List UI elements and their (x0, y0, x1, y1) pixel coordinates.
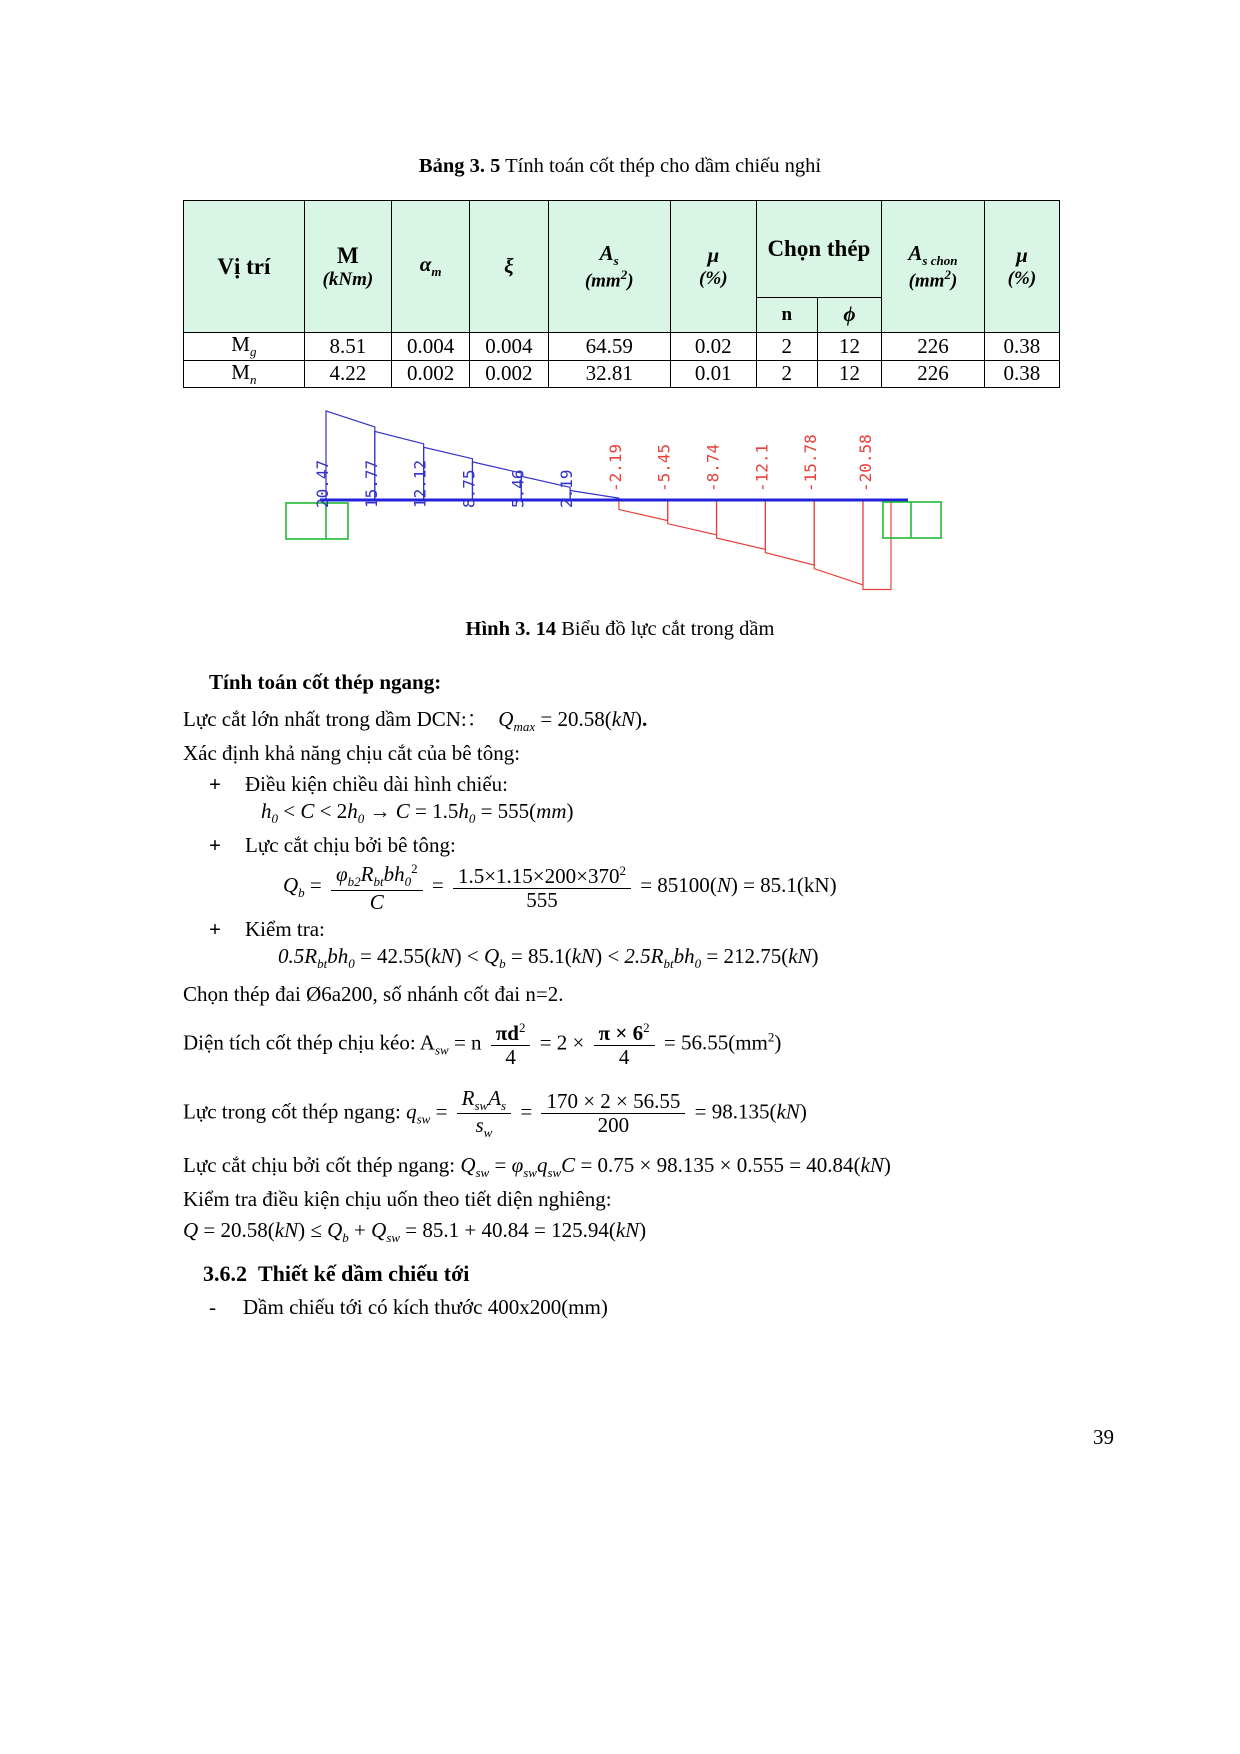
shear-block (814, 500, 863, 585)
figure-caption-text: Biểu đồ lực cắt trong dầm (561, 618, 775, 640)
th-as-chon: $A_{s chon}$ $(mm^2)$ (882, 201, 985, 333)
th-phi: ϕ (817, 298, 881, 333)
frac-qb-symbolic: $\frac{\varphi_{b2}R_{bt}bh_0^2}{C}$ (331, 862, 423, 912)
bullet-text: Điều kiện chiều dài hình chiếu: (245, 772, 509, 797)
shear-force-svg (183, 372, 1060, 612)
th-n: n (756, 298, 817, 333)
cell-moment: 8.51 (304, 333, 391, 361)
section-title: Thiết kế dầm chiếu tới (258, 1260, 470, 1286)
frac-pi-6-2-over-4: $\frac{\pi \times 6^2}{4}$ (594, 1021, 655, 1068)
table-row (184, 333, 1060, 361)
dash-marker: - (209, 1294, 216, 1319)
table-caption-text: Tính toán cốt thép cho dầm chiếu nghỉ (505, 155, 822, 177)
line-inclined-section-check: Kiểm tra điều kiện chịu uốn theo tiết diện nghiêng: (183, 1187, 612, 1212)
figure-caption (0, 618, 1240, 641)
shear-block-end (863, 500, 891, 590)
th-moment-unit: (kNm) (322, 268, 374, 290)
bullet-text: Lực cắt chịu bởi bê tông: (245, 833, 456, 858)
shear-block (668, 500, 717, 535)
shear-value-label: -5.45 (654, 443, 674, 492)
list-item (209, 1294, 1063, 1319)
body-content (183, 672, 1063, 1324)
line-concrete-capacity: Xác định khả năng chịu cắt của bê tông: (183, 741, 521, 766)
shear-value-label: -12.1 (752, 443, 772, 492)
cell-xi: 0.004 (470, 333, 548, 361)
shear-value-label: -8.74 (703, 443, 723, 492)
frac-rsw-asw-over-sw: $\frac{R_{sw}A_s}{s_w}$ (457, 1088, 511, 1139)
line-stirrup-selection: Chọn thép đai Ø6a200, số nhánh cốt đai n=2. (183, 981, 564, 1006)
cell-mu-chon: 0.38 (984, 333, 1059, 361)
frac-pi-d2-over-4: $\frac{\pi d^2}{4}$ (491, 1021, 531, 1068)
frac-qb-numeric: $\frac{1.5\times 1.15\times 200\times 370^2}{555}$ (453, 864, 631, 911)
shear-value-label: 20.47 (313, 459, 332, 508)
cell-n: 2 (756, 333, 817, 361)
bullet-text: Kiểm tra: (245, 916, 325, 941)
figure-caption-label: Hình 3. 14 (465, 618, 557, 640)
page-number: 39 (1093, 1425, 1114, 1449)
shear-value-label: 8.75 (459, 469, 479, 508)
table-header-row (184, 201, 1060, 298)
table-header (184, 201, 1060, 333)
formula-qb: $Q_b$ = $\frac{\varphi_{b2}R_{bt}bh_0^2}{C}$ = $\frac{1.5\times 1.15\times 200\times 370^2}{555}$ = 85100(N) = 85.1(kN) (283, 861, 837, 914)
th-alpha-m: $\alpha_m$ (391, 201, 469, 333)
shear-value-label: 5.46 (508, 469, 528, 508)
table-caption (0, 155, 1240, 178)
th-chon-thep: Chọn thép (756, 201, 881, 298)
frac-qsw-numeric: $\frac{170 \times 2 \times 56.55}{200}$ (541, 1091, 685, 1136)
cell-vi-tri: $M_n$ (184, 360, 305, 388)
bullet-projection-length (209, 774, 1063, 795)
cell-alpha-m: 0.004 (391, 333, 469, 361)
shear-value-label: 12.12 (410, 459, 430, 508)
bullet-check (209, 916, 1063, 941)
cell-n: 2 (756, 360, 817, 388)
section-heading (203, 1260, 1063, 1286)
list-item-text: Dầm chiếu tới có kích thước 400x200(mm) (243, 1294, 608, 1319)
support-right (883, 502, 941, 538)
cell-as-chon: 226 (882, 360, 985, 388)
table-caption-label: Bảng 3. 5 (418, 155, 501, 177)
cell-as-chon: 226 (882, 333, 985, 361)
shear-block (717, 500, 766, 549)
shear-value-label: 15.77 (361, 459, 381, 508)
bullet-marker: + (209, 833, 221, 858)
cell-as: 64.59 (548, 333, 670, 361)
shear-block (765, 500, 814, 565)
shear-value-label: -2.19 (605, 443, 625, 492)
bullet-marker: + (209, 772, 221, 797)
th-mu: μ (%) (670, 201, 756, 333)
line-qmax: Lực cắt lớn nhất trong dầm DCN:： $Q_{max} = 20.58(kN)$. (183, 707, 648, 735)
cell-as: 32.81 (548, 360, 670, 388)
heading-transverse-rebar: Tính toán cốt thép ngang: (209, 670, 442, 694)
line-qsw-force: Lực trong cốt thép ngang: $q_{sw}$ = $\frac{R_{sw}A_s}{s_w}$ = $\frac{170 \times 2 \times 56.55}{200}$ = 98.135(kN) (183, 1085, 807, 1141)
cell-xi: 0.002 (470, 360, 548, 388)
cell-vi-tri: $M_g$ (184, 333, 305, 361)
th-mu-chon: μ (%) (984, 201, 1059, 333)
cell-alpha-m: 0.002 (391, 360, 469, 388)
shear-value-label: -20.58 (856, 434, 875, 492)
line-asw-area: Diện tích cốt thép chịu kéo: $A_{sw} = n$ $\frac{\pi d^2}{4}$ = 2 × $\frac{\pi \times 6^2}{4}$ = $56.55(mm^2)$ (183, 1019, 782, 1069)
section-number: 3.6.2 (203, 1260, 247, 1286)
line-qsw-capacity: Lực cắt chịu bởi cốt thép ngang: $Q_{sw} = \varphi_{sw}q_{sw}C = 0.75 \times 98.135 \times 0.555 = 40.84(kN)$ (183, 1153, 891, 1181)
shear-value-label: 2.19 (557, 469, 577, 508)
th-as: $A_s$ $(mm^2)$ (548, 201, 670, 333)
cell-moment: 4.22 (304, 360, 391, 388)
bullet-concrete-shear (209, 835, 1063, 856)
bullet-marker: + (209, 916, 221, 941)
shear-force-diagram (183, 372, 1060, 612)
cell-mu: 0.02 (670, 333, 756, 361)
th-moment: M (kNm) (304, 201, 391, 333)
cell-phi: 12 (817, 360, 881, 388)
th-vi-tri: Vị trí (184, 201, 305, 333)
shear-block (619, 500, 668, 521)
shear-value-label: -15.78 (801, 434, 821, 492)
th-xi: ξ (470, 201, 548, 333)
formula-check-range: $0.5R_{bt}bh_0 = 42.55(kN) < Q_b = 85.1(kN) < 2.5R_{bt}bh_0 = 212.75(kN)$ (278, 943, 819, 971)
formula-final-check: $Q = 20.58(kN) \le Q_b + Q_{sw} = 85.1 + 40.84 = 125.94(kN)$ (183, 1218, 647, 1246)
formula-projection-length: $h_0 < C < 2h_0 \to C = 1.5h_0 = 555(mm)$ (261, 799, 574, 827)
cell-mu-chon: 0.38 (984, 360, 1059, 388)
rebar-calculation-table (183, 200, 1060, 388)
cell-phi: 12 (817, 333, 881, 361)
cell-mu: 0.01 (670, 360, 756, 388)
